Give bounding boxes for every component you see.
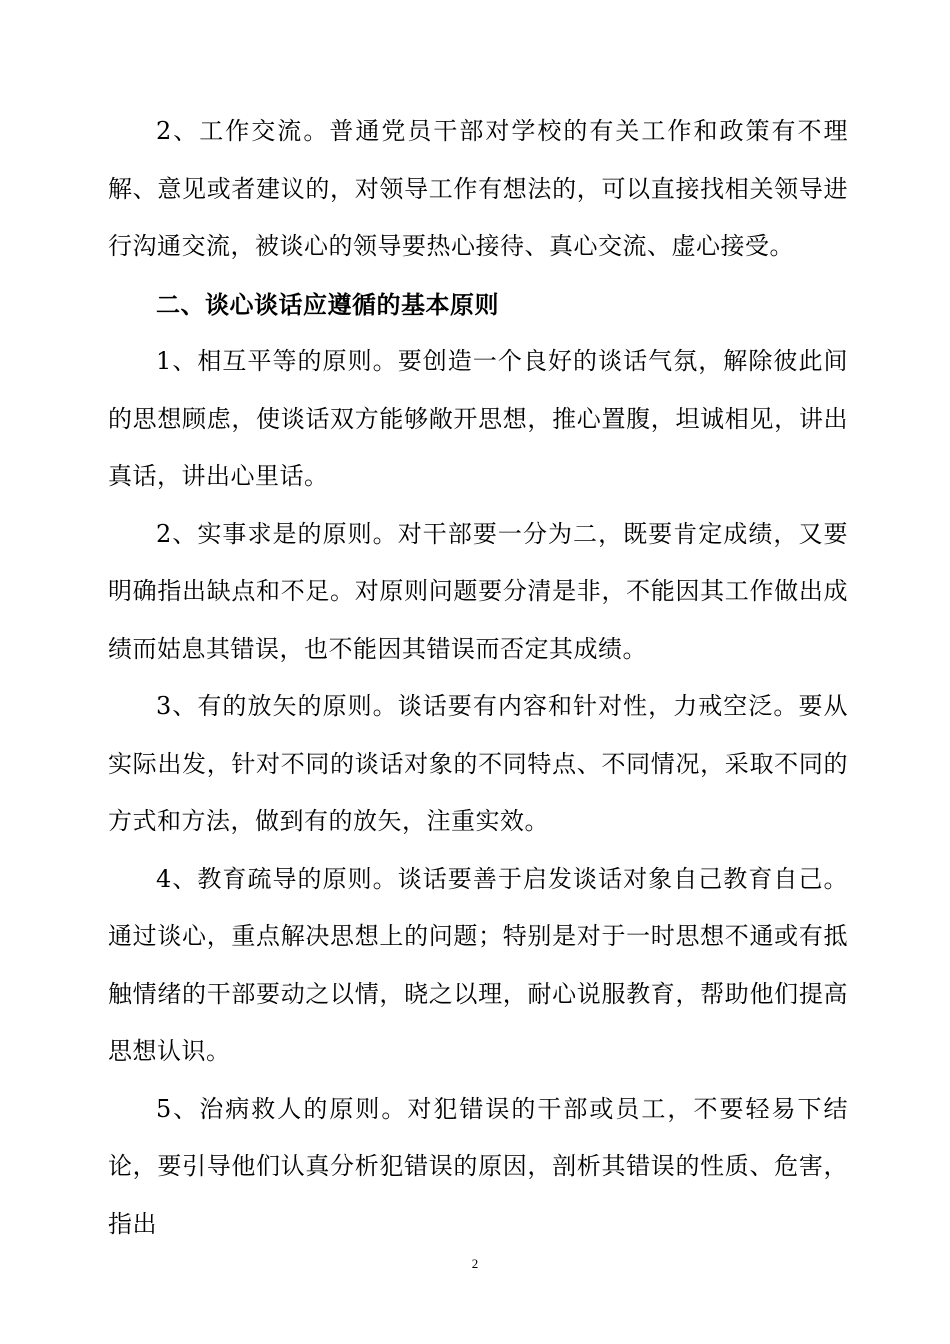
paragraph-principle-equality: 1、相互平等的原则。要创造一个良好的谈话气氛，解除彼此间的思想顾虑，使谈话双方能够敞开思想，推心置腹，坦诚相见，讲出真话，讲出心里话。 bbox=[108, 347, 848, 490]
paragraph-principle-truth: 2、实事求是的原则。对干部要一分为二，既要肯定成绩，又要明确指出缺点和不足。对原则问题要分清是非，不能因其工作做出成绩而姑息其错误，也不能因其错误而否定其成绩。 bbox=[108, 519, 848, 663]
paragraph-principle-remedy: 5、治病救人的原则。对犯错误的干部或员工，不要轻易下结论，要引导他们认真分析犯错误的原因，剖析其错误的性质、危害，指出 bbox=[108, 1094, 848, 1238]
paragraph-principle-targeted: 3、有的放矢的原则。谈话要有内容和针对性，力戒空泛。要从实际出发，针对不同的谈话对象的不同特点、不同情况，采取不同的方式和方法，做到有的放矢，注重实效。 bbox=[108, 692, 848, 835]
paragraph-work-exchange: 2、工作交流。普通党员干部对学校的有关工作和政策有不理解、意见或者建议的，对领导工作有想法的，可以直接找相关领导进行沟通交流，被谈心的领导要热心接待、真心交流、虚心接受。 bbox=[108, 117, 848, 260]
paragraph-principle-guidance: 4、教育疏导的原则。谈话要善于启发谈话对象自己教育自己。通过谈心，重点解决思想上的问题；特别是对于一时思想不通或有抵触情绪的干部要动之以情，晓之以理，耐心说服教育，帮助他们提高思想认识。 bbox=[108, 864, 848, 1065]
document-body bbox=[108, 103, 848, 1253]
section-heading-principles: 二、谈心谈话应遵循的基本原则 bbox=[156, 289, 499, 319]
page-number: 2 bbox=[471, 1256, 479, 1271]
